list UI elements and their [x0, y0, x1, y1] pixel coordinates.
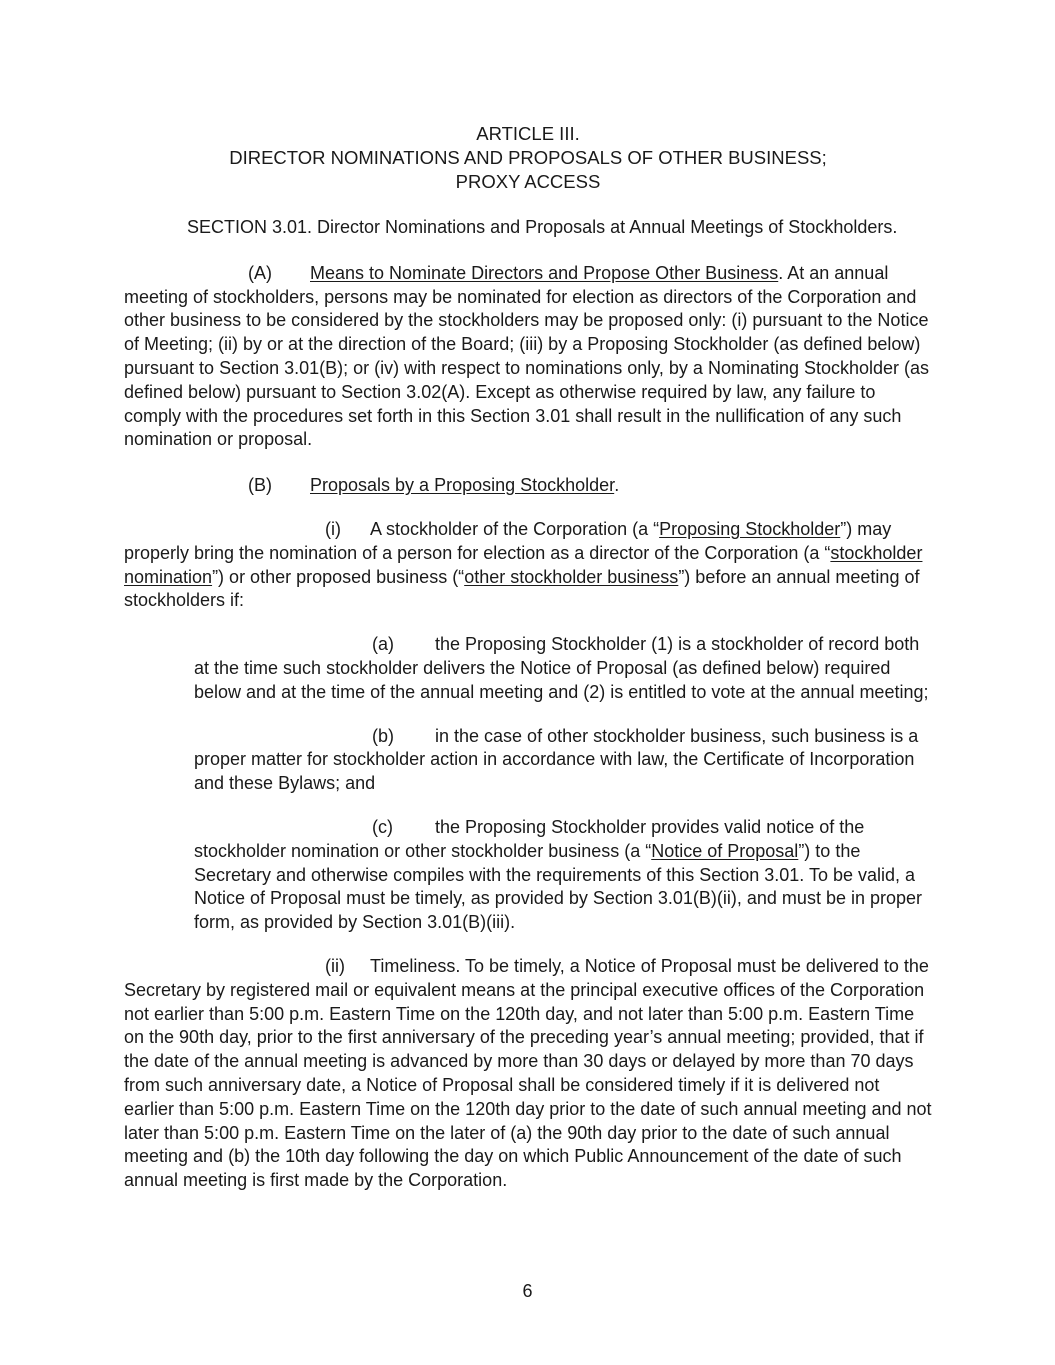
subparagraph-block: [194, 633, 932, 935]
section-title: [124, 216, 932, 240]
paragraph-ii-text: Timeliness. To be timely, a Notice of Proposal must be delivered to the Secretary by registered mail or equivalent means at the principal executive offices of the Corporation not earlier than 5:00 p.m. Eastern Time on the 120th day, and not later than 5:00 p.m. Eastern Time on the 90th day, prior to the first anniversary of the preceding year’s annual meeting; provided, that if the date of the annual meeting is advanced by more than 30 days or delayed by more than 70 days from such anniversary date, a Notice of Proposal shall be considered timely if it is delivered not earlier than 5:00 p.m. Eastern Time on the 120th day prior to the date of such annual meeting and not later than 5:00 p.m. Eastern Time on the later of (a) the 90th day prior to the date of such annual meeting and (b) the 10th day following the day on which Public Announcement of the date of such annual meeting is first made by the Corporation.: [124, 955, 932, 1191]
subparagraph-b-text: in the case of other stockholder business, such business is a proper matter for stockholder action in accordance with law, the Certificate of Incorporation and these Bylaws; and: [194, 725, 919, 794]
document-page: [124, 122, 932, 1193]
subparagraph-c-label: (c): [372, 816, 393, 837]
subparagraph-c-text-2: ”) to the Secretary and otherwise compiles with the requirements of this Section 3.01. To be valid, a Notice of Proposal must be timely, as provided by Section 3.01(B)(ii), and must be in proper form, as provided by Section 3.01(B)(iii).: [194, 840, 923, 933]
subparagraph-a: [194, 633, 932, 704]
page-number: 6: [522, 1281, 533, 1301]
paragraph-b-end: .: [614, 475, 620, 496]
paragraph-b-heading: Proposals by a Proposing Stockholder: [310, 475, 615, 496]
paragraph-a-heading: Means to Nominate Directors and Propose Other Business: [310, 262, 779, 283]
subparagraph-b-label: (b): [372, 725, 394, 746]
article-subtitle: PROXY ACCESS: [455, 171, 601, 192]
subparagraph-a-label: (a): [372, 634, 394, 655]
paragraph-a-label: (A): [248, 262, 272, 283]
paragraph-a-text: . At an annual meeting of stockholders, persons may be nominated for election as directors of the Corporation and other business to be considered by the stockholders may be proposed only: (i) pursuant to the Notice of Meeting; (ii) by or at the direction of the Board; (iii) by a Proposing Stockholder (as defined below) pursuant to Section 3.01(B); or (iv) with respect to nominations only, by a Nominating Stockholder (as defined below) pursuant to Section 3.02(A). Except as otherwise required by law, any failure to comply with the procedures set forth in this Section 3.01 shall result in the nullification of any such nomination or proposal.: [124, 262, 930, 450]
term-notice-of-proposal: Notice of Proposal: [651, 840, 799, 861]
paragraph-ii: [124, 955, 932, 1193]
article-title: DIRECTOR NOMINATIONS AND PROPOSALS OF OTHER BUSINESS;: [229, 147, 827, 168]
paragraph-i-text-2: ”) may properly bring the nomination of a person for election as a director of the Corporation (a “: [124, 518, 892, 563]
subparagraph-b: [194, 725, 932, 796]
paragraph-b-label: (B): [248, 475, 272, 496]
article-number: ARTICLE III.: [476, 123, 580, 144]
paragraph-i: [124, 518, 932, 613]
term-stockholder-nomination: stockholder nomination: [124, 542, 923, 587]
subparagraph-c-text-1: the Proposing Stockholder provides valid notice of the stockholder nomination or other stockholder business (a “: [194, 816, 865, 861]
paragraph-a: [124, 262, 932, 452]
paragraph-i-label: (i): [325, 518, 341, 539]
paragraph-b: [124, 474, 932, 498]
paragraph-i-text-1: A stockholder of the Corporation (a “: [370, 518, 660, 539]
term-other-stockholder-business: other stockholder business: [464, 566, 679, 587]
term-proposing-stockholder: Proposing Stockholder: [659, 518, 841, 539]
paragraph-i-text-3: ”) or other proposed business (“: [212, 566, 465, 587]
paragraph-ii-label: (ii): [325, 955, 345, 976]
paragraph-i-text-4: ”) before an annual meeting of stockholders if:: [124, 566, 920, 611]
section-title-text: SECTION 3.01. Director Nominations and Proposals at Annual Meetings of Stockholders.: [187, 217, 898, 237]
subparagraph-c: [194, 816, 932, 935]
subparagraph-a-text: the Proposing Stockholder (1) is a stockholder of record both at the time such stockholder delivers the Notice of Proposal (as defined below) required below and at the time of the annual meeting and (2) is entitled to vote at the annual meeting;: [194, 634, 929, 702]
article-heading: [124, 122, 932, 194]
